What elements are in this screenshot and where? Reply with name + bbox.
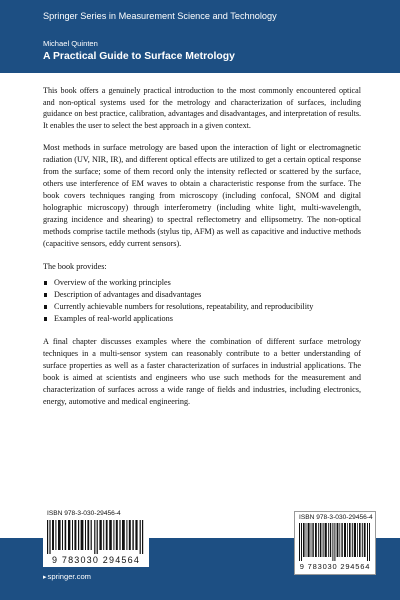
final-paragraph: A final chapter discusses examples where the combination of different surface metrology techniques in a multi-sensor system can reasonably contribute to a better understanding of surface properties as well as a faster characterization of surfaces in industrial applications. The book is aimed at scientists and engineers who use such methods for the measurement and characterization of surfaces across a wide range of fields and industries, including electronics, energy, automotive and medical engineering. [43,337,361,406]
isbn-text: ISBN 978-3-030-29456-4 [47,510,121,517]
methods-paragraph: Most methods in surface metrology are based upon the interaction of light or electromagnetic radiation (UV, NIR, IR), and different optical effects are utilized to get a certain optical response from the surface; some of them record only the intensity reflected or scattered by the surface, others use interference of EM waves to obtain a characteristic response from the surface. The book covers techniques ranging from microscopy (including confocal, SNOM and digital holographic microscopy) through interferometry (including white light, multi-wavelength, grazing incidence and shearing) to spectral reflectometry and ellipsometry. The non-optical methods comprise tactile methods (stylus tip, AFM) as well as capacitive and inductive methods (capacitive sensors, eddy current sensors). [43,143,361,248]
barcode-right [294,511,376,575]
book-title: A Practical Guide to Surface Metrology [43,51,235,62]
list-item: Description of advantages and disadvantages [54,289,361,301]
barcode-icon [47,520,145,554]
barcode-icon [299,523,371,561]
intro-paragraph: This book offers a genuinely practical introduction to the most commonly encountered optical and non-optical systems used for the metrology and characterization of surfaces, including guidance on best practice, calibration, advantages and disadvantages, and interpretation of results. It enables the user to select the best approach in a given context. [43,86,361,130]
header-band [0,0,400,73]
isbn-text: ISBN 978-3-030-29456-4 [299,514,373,521]
provides-list [43,277,361,325]
list-item: Examples of real-world applications [54,313,361,325]
barcode-digits: 9 783030 294564 [299,562,371,571]
list-item: Overview of the working principles [54,277,361,289]
barcode-digits: 9 783030 294564 [51,555,141,565]
arrow-right-icon: ▸ [43,574,47,581]
springer-link-text: springer.com [47,572,91,581]
provides-lead: The book provides: [43,261,107,271]
series-name: Springer Series in Measurement Science and Technology [43,11,277,21]
description-body [43,85,361,419]
barcode-left [43,508,149,567]
author-name: Michael Quinten [43,39,98,48]
springer-link[interactable] [43,572,91,581]
list-item: Currently achievable numbers for resolutions, repeatability, and reproducibility [54,301,361,313]
